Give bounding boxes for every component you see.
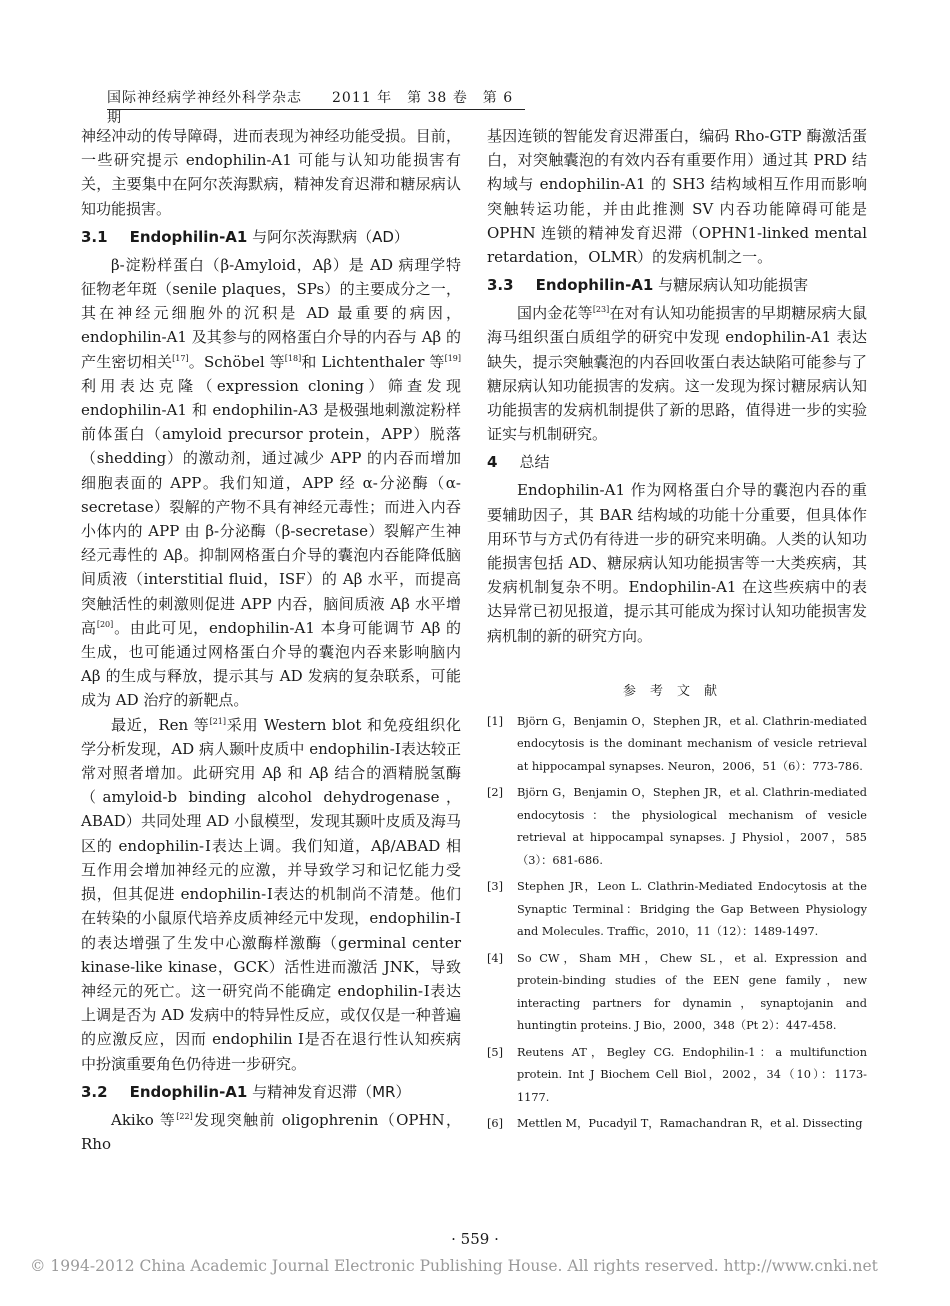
text-span: 。Schöbel 等 bbox=[188, 352, 285, 371]
section-3-3-heading bbox=[487, 273, 867, 298]
citation: [22] bbox=[176, 1111, 193, 1121]
reference-item bbox=[487, 711, 867, 779]
reference-item bbox=[487, 1042, 867, 1110]
section-number: 4 bbox=[487, 453, 498, 472]
text-span: 和 Lichtenthaler 等 bbox=[301, 352, 445, 371]
section-3-2-continuation: 基因连锁的智能发育迟滞蛋白，编码 Rho-GTP 酶激活蛋白，对突触囊泡的有效内吞有重要作用）通过其 PRD 结构域与 endophilin-A1 的 SH3 结构域相互作用而影响突触转运功能，并由此推测 SV 内吞功能障碍可能是 OPHN 连锁的精神发育迟滞（OPHN1-linked mental retardation，OLMR）的发病机制之一。 bbox=[487, 127, 867, 267]
text-span: 采用 Western blot 和免疫组织化学分析发现，AD 病人颞叶皮质中 endophilin-Ⅰ表达较正常对照者增加。此研究用 Aβ 和 Aβ 结合的酒精脱氢酶（amyloid-b binding alcohol dehydrogenase，ABAD）共同处理 AD 小鼠模型，发现其颞叶皮质及海马区的 endophilin-Ⅰ表达上调。我们知道，Aβ/ABAD 相互作用会增加神经元的应激，并导致学习和记忆能力受损，但其促进 endophilin-Ⅰ表达的机制尚不清楚。他们在转染的小鼠原代培养皮质神经元中发现，endophilin-Ⅰ的表达增强了生发中心激酶样激酶（germinal center kinase-like kinase，GCK）活性进而激活 JNK，导致神经元的死亡。这一研究尚不能确定 endophilin-Ⅰ表达上调是否为 AD 发病中的特异性反应，或仅仅是一种普遍的应激反应，因而 endophilin Ⅰ是否在退行性认知疾病中扮演重要角色仍待进一步研究。 bbox=[81, 715, 461, 1073]
citation: [18] bbox=[284, 353, 302, 363]
text-span: 在对有认知功能损害的早期糖尿病大鼠海马组织蛋白质组学的研究中发现 endophilin-A1 表达缺失，提示突触囊泡的内吞回收蛋白表达缺陷可能参与了糖尿病认知功能损害的发病。这一发现为探讨糖尿病认知功能损害的发病机制提供了新的思路，值得进一步的实验证实与机制研究。 bbox=[487, 304, 867, 444]
section-term: Endophilin-A1 bbox=[129, 1082, 248, 1101]
section-title: 总结 bbox=[519, 453, 550, 472]
page-number: · 559 · bbox=[451, 1230, 499, 1248]
section-4-heading bbox=[487, 450, 867, 475]
reference-item bbox=[487, 782, 867, 872]
reference-item bbox=[487, 876, 867, 944]
section-term: Endophilin-A1 bbox=[535, 276, 654, 295]
reference-number: [4] bbox=[487, 951, 504, 965]
reference-number: [5] bbox=[487, 1045, 504, 1059]
copyright-footer: © 1994-2012 China Academic Journal Electronic Publishing House. All rights reserved. http://www.cnki.net bbox=[30, 1257, 878, 1275]
left-column bbox=[81, 124, 461, 1156]
reference-text: Reutens AT，Begley CG. Endophilin-1：a multifunction protein. Int J Biochem Cell Biol，2002，34（10）：1173-1177. bbox=[517, 1045, 867, 1104]
reference-number: [6] bbox=[487, 1117, 504, 1131]
text-span: β-淀粉样蛋白（β-Amyloid，Aβ）是 AD 病理学特征物老年斑（senile plaques，SPs）的主要成分之一，其在神经元细胞外的沉积是 AD 最重要的病因，endophilin-A1 及其参与的网格蛋白介导的内吞与 Aβ 的产生密切相关 bbox=[81, 255, 461, 371]
reference-text: Mettlen M，Pucadyil T，Ramachandran R，et al. Dissecting bbox=[517, 1117, 863, 1131]
section-3-1-paragraph-2 bbox=[81, 713, 461, 1076]
section-3-1-paragraph-1 bbox=[81, 253, 461, 713]
citation: [21] bbox=[209, 716, 226, 726]
text-span: Akiko 等 bbox=[111, 1110, 177, 1129]
reference-item bbox=[487, 1113, 867, 1136]
section-4-paragraph: Endophilin-A1 作为网格蛋白介导的囊泡内吞的重要辅助因子，其 BAR 结构域的功能十分重要，但具体作用环节与方式仍有待进一步的研究来明确。人类的认知功能损害包括 AD、糖尿病认知功能损害等一大类疾病，其发病机制复杂不明。Endophilin-A1 在这些疾病中的表达异常已初见报道，提示其可能成为探讨认知功能损害发病机制的新的研究方向。 bbox=[487, 481, 867, 645]
citation: [20] bbox=[96, 619, 114, 629]
reference-text: Stephen JR，Leon L. Clathrin-Mediated Endocytosis at the Synaptic Terminal：Bridging the Gap Between Physiology and Molecules. Traffic，2010，11（12）：1489-1497. bbox=[517, 880, 867, 939]
section-number: 3.2 bbox=[81, 1082, 108, 1101]
right-column bbox=[487, 124, 867, 1140]
intro-paragraph: 神经冲动的传导障碍，进而表现为神经功能受损。目前，一些研究提示 endophilin-A1 可能与认知功能损害有关，主要集中在阿尔茨海默病，精神发育迟滞和糖尿病认知功能损害。 bbox=[81, 127, 461, 218]
section-3-1-heading bbox=[81, 225, 461, 250]
reference-text: So CW，Sham MH，Chew SL，et al. Expression and protein-binding studies of the EEN gene family，new interacting partners for dynamin，synaptojanin and huntingtin proteins. J Bio，2000，348（Pt 2）：447-458. bbox=[517, 951, 867, 1033]
text-span: 发现突触前 oligophrenin（OPHN，Rho bbox=[81, 1110, 461, 1153]
text-span: 国内金花等 bbox=[517, 304, 593, 323]
section-title: 与糖尿病认知功能损害 bbox=[653, 276, 809, 295]
running-header bbox=[107, 87, 525, 126]
section-3-3-paragraph bbox=[487, 301, 867, 446]
text-span: 利用表达克隆（expression cloning）筛查发现 endophilin-A1 和 endophilin-A3 是极强地刺激淀粉样前体蛋白（amyloid precursor protein，APP）脱落（shedding）的激动剂，通过减少 APP 的内吞而增加细胞表面的 APP。我们知道，APP 经 α-分泌酶（α-secretase）裂解的产物不具有神经元毒性；而进入内吞小体内的 APP 由 β-分泌酶（β-secretase）裂解产生神经元毒性的 Aβ。抑制网格蛋白介导的囊泡内吞能降低脑间质液（interstitial fluid，ISF）的 Aβ 水平，而提高突触活性的刺激则促进 APP 内吞，脑间质液 Aβ 水平增高 bbox=[81, 376, 461, 637]
reference-text: Björn G，Benjamin O，Stephen JR，et al. Clathrin-mediated endocytosis is the dominant mechanism of vesicle retrieval at hippocampal synapses. Neuron，2006，51（6）：773-786. bbox=[517, 714, 867, 773]
section-title: 与精神发育迟滞（MR） bbox=[247, 1082, 411, 1101]
reference-number: [3] bbox=[487, 880, 504, 894]
section-3-2-heading bbox=[81, 1080, 461, 1105]
reference-number: [1] bbox=[487, 714, 504, 728]
section-number: 3.1 bbox=[81, 227, 108, 246]
running-header-text: 国际神经病学神经外科学杂志 2011 年 第 38 卷 第 6 期 bbox=[107, 90, 514, 126]
section-3-2-paragraph bbox=[81, 1108, 461, 1156]
text-span: 。由此可见，endophilin-A1 本身可能调节 Aβ 的生成，也可能通过网格蛋白介导的囊泡内吞来影响脑内 Aβ 的生成与释放，提示其与 AD 发病的复杂联系，可能成为 AD 治疗的新靶点。 bbox=[81, 618, 461, 710]
section-title: 与阿尔茨海默病（AD） bbox=[247, 227, 409, 246]
citation: [17] bbox=[172, 353, 189, 363]
reference-item bbox=[487, 948, 867, 1038]
section-term: Endophilin-A1 bbox=[129, 227, 248, 246]
text-span: 最近，Ren 等 bbox=[111, 715, 210, 734]
reference-text: Björn G，Benjamin O，Stephen JR，et al. Clathrin-mediated endocytosis：the physiological mechanism of vesicle retrieval at hippocampal synapses. J Physiol，2007，585（3）：681-686. bbox=[517, 786, 867, 867]
reference-number: [2] bbox=[487, 786, 504, 800]
reference-list bbox=[487, 711, 867, 1136]
citation: [23] bbox=[592, 305, 610, 315]
citation: [19] bbox=[444, 353, 461, 363]
section-number: 3.3 bbox=[487, 276, 514, 295]
references-title: 参考文献 bbox=[622, 683, 731, 699]
